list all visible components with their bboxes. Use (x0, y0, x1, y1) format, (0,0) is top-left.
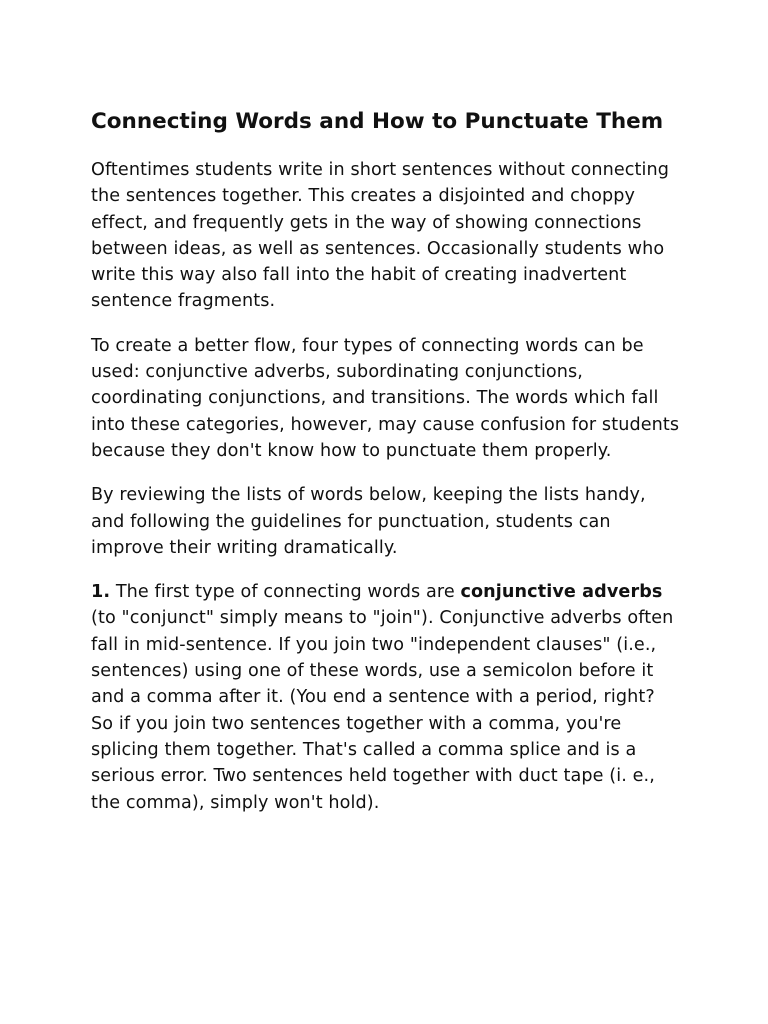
document-title: Connecting Words and How to Punctuate Them (91, 109, 664, 134)
paragraph-intro: Oftentimes students write in short sentences without connecting the sentences together. This creates a disjointed and choppy effect, and frequently gets in the way of showing connections between ideas, as well as sentences. Occasionally students who write this way also fall into the habit of creating inadvertent sentence fragments. (91, 160, 670, 312)
document-page (91, 108, 681, 834)
paragraph-review: By reviewing the lists of words below, keeping the lists handy, and following the guidelines for punctuation, students can improve their writing dramatically. (91, 485, 646, 558)
point-term: conjunctive adverbs (460, 582, 663, 603)
paragraph-flow: To create a better flow, four types of connecting words can be used: conjunctive adverbs, subordinating conjunctions, coordinating conjunctions, and transitions. The words which fall into these categories, however, may cause confusion for students because they don't know how to punctuate them properly. (91, 335, 680, 461)
point-rest-text: (to "conjunct" simply means to "join"). Conjunctive adverbs often fall in mid-sentence. If you join two "independent clauses" (i.e., sentences) using one of these words, use a semicolon before it and a comma after it. (You end a sentence with a period, right? So if you join two sentences together with a comma, you're splicing them together. That's called a comma splice and is a serious error. Two sentences held together with duct tape (i. e., the comma), simply won't hold). (91, 608, 674, 813)
point-number: 1. (91, 582, 111, 603)
paragraph-point-1 (91, 579, 681, 816)
point-lead-text: The first type of connecting words are (110, 582, 461, 603)
